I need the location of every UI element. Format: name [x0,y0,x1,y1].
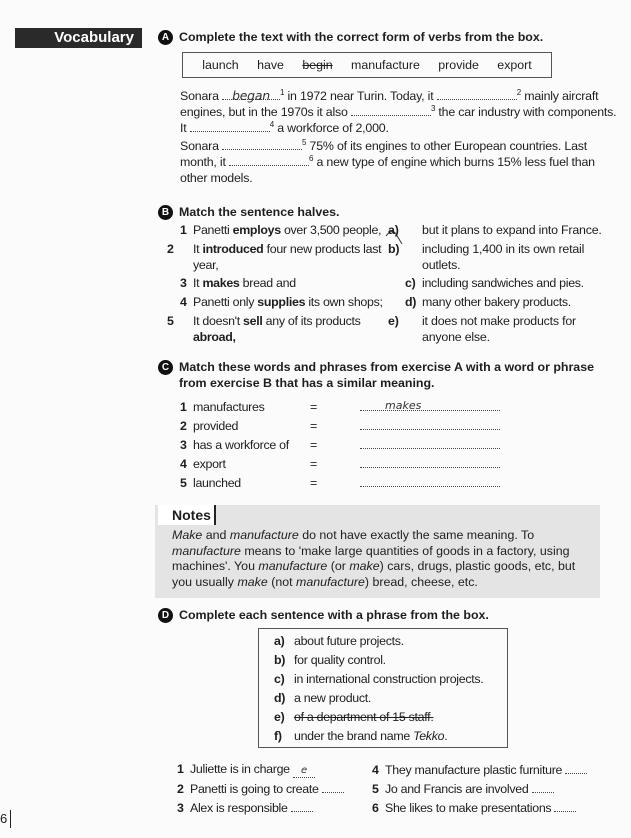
text: 3 [180,438,187,452]
answer-gap[interactable] [360,457,500,468]
text: She likes to make presentations [385,801,555,815]
text: ) cars, drugs, plastic goods, etc, but you usually [172,559,576,589]
text: and [202,528,230,542]
text: e) [274,710,285,724]
text: abroad, [193,329,236,344]
text: supplies [257,295,306,309]
text: It [193,242,203,256]
text: c) [405,276,416,290]
text: about future projects. [294,634,404,648]
text: for quality control. [294,653,386,667]
text: It doesn't [193,314,244,328]
text: do not have exactly the same meaning. To [298,528,535,542]
phrase-item [274,710,433,726]
answer-gap[interactable] [360,419,500,430]
text: manufacture [296,574,365,589]
text: 2 [180,419,187,433]
text: a new product. [294,691,372,705]
text: 4 [180,457,187,471]
exercise-b-heading [158,205,339,220]
section-label: Vocabulary [15,28,142,48]
verb: export [497,58,532,72]
sentence-item [372,781,554,798]
sentence-item [372,762,587,779]
match-item [180,457,226,473]
text: Alex is responsible [190,801,291,815]
text: many other bakery products. [422,295,571,309]
text: export [193,457,226,471]
text: 4 [180,295,187,309]
answer-gap[interactable] [190,120,270,132]
instruction: Match the sentence halves. [179,205,340,219]
text: It [193,276,203,290]
text: Make [172,528,203,542]
text: employs [232,223,281,237]
notes-text [172,528,597,590]
right-half [388,242,617,273]
answer-gap[interactable] [291,800,313,812]
text: make [237,574,268,589]
text: provided [193,419,239,433]
text: manufacture [229,528,299,542]
verb: launch [202,58,239,72]
text: its own shops; [305,295,383,309]
page-number: 6 [0,810,11,828]
answer-gap[interactable] [322,781,344,793]
sentence-item [177,781,344,798]
text: (or [327,559,350,573]
text: manufacture [172,543,241,558]
answer-gap[interactable]: began [222,88,280,100]
equals-sign: = [310,457,318,471]
text: 2 [167,242,174,256]
text: Panetti [193,223,233,237]
answer-gap[interactable] [532,781,554,793]
match-item [180,438,289,454]
text: but it plans to expand into France. [422,223,602,237]
exercise-badge: C [158,360,173,375]
exercise-d-heading [158,608,489,623]
verb-crossed: begin [302,58,333,72]
text: (not [267,574,296,589]
right-half [388,223,631,239]
phrase-item [274,653,386,669]
answer-gap[interactable] [565,762,587,774]
text: including 1,400 in its own retail outlets. [422,242,585,272]
text: e) [388,314,399,328]
gap-fill-text: Sonara began $^1$ in 1972 near Turin. Today, it $^2$ mainly aircraft engines, but in the 1970s it also $^3$ the car industry with components. It $^4$ a workforce of 2,000. Sonara $^5$ 75% of its engines to other European countries. Last month, it $^6$ a new type of engine which burns 15% less fuel than other models. [180,87,617,185]
answer-gap[interactable] [351,104,431,116]
text: They manufacture plastic furniture [385,763,566,777]
text: in international construction projects. [294,672,484,686]
text: manufacture [258,559,328,573]
text: 5 [372,782,379,796]
text: a new type of engine which burns 15% less fuel than other models. [180,155,595,185]
answer-gap[interactable] [229,154,309,166]
text: d) [274,691,286,705]
match-item [180,419,238,435]
instruction: Match these words and phrases from exercise A with a word or phrase from exercise B that has a similar meaning. [179,360,594,391]
exercise-a-heading [158,30,543,45]
text: of a department of 15 staff. [294,710,434,724]
left-half [180,223,381,239]
text: b) [274,653,286,667]
exercise-badge: B [158,205,173,220]
text: 1 [180,400,187,414]
match-item [180,400,264,416]
text: Tekko [413,729,445,743]
text: Juliette is in charge [190,762,293,776]
text: any of its products [262,314,361,328]
text: make [349,559,380,573]
right-half [388,314,607,345]
verb-box [182,52,552,78]
left-half [180,295,383,311]
sentence-item [177,800,313,817]
text: Panetti only [193,295,258,309]
text: 5 [167,314,174,328]
answer-gap[interactable] [554,800,576,812]
equals-sign: = [310,476,318,490]
instruction: Complete each sentence with a phrase from the box. [179,608,489,622]
text: Jo and Francis are involved [385,782,532,796]
text: 2 [177,782,184,796]
equals-sign: = [310,419,318,433]
text: 75% of its engines to other European countries. Last month, it [180,139,588,169]
text: bread and [239,276,296,290]
exercise-c-heading [158,359,603,391]
text: has a workforce of [193,438,289,452]
text: 1 [177,762,184,776]
text: introduced [202,242,264,256]
text: . [444,729,448,743]
exercise-badge: A [158,30,173,45]
text: mainly aircraft engines, but in the 1970s it also [180,89,599,119]
instruction: Complete the text with the correct form of verbs from the box. [179,30,544,44]
text: b) [388,242,400,256]
text: 3 [180,276,187,290]
text: 3 [177,801,184,815]
text: including sandwiches and pies. [422,276,584,290]
left-half [167,242,383,273]
phrase-item [274,634,404,650]
text: Sonara [180,89,222,103]
verb: provide [438,58,479,72]
text: 6 [372,801,379,815]
answer-gap[interactable] [360,438,500,449]
phrase-item [274,729,447,745]
left-half [167,314,393,345]
text: makes [202,276,240,290]
answer-gap[interactable] [360,476,500,487]
text: Sonara [180,139,222,153]
phrase-item [274,672,483,688]
right-half [405,295,571,311]
text: means to 'make large quantities of goods in a factory, using machines'. You [172,543,570,573]
text: d) [405,295,417,309]
text: over 3,500 people, [280,223,382,237]
answer-gap[interactable]: e [293,766,315,778]
text: manufactures [193,400,265,414]
equals-sign: = [310,438,318,452]
text: 4 [372,763,379,777]
text: ) bread, cheese, etc. [364,574,478,589]
sentence-item [177,762,315,778]
left-half [180,276,296,292]
phrase-item [274,691,371,707]
text: c) [274,672,285,686]
answer-gap[interactable] [437,88,517,100]
answer-gap[interactable] [222,138,302,150]
text: under the brand name [294,729,414,743]
text: 1 [180,223,187,237]
text: 5 [180,476,187,490]
text: it does not make products for anyone else. [422,314,576,344]
answer-gap[interactable]: makes [360,400,500,411]
notes-title: Notes [158,505,216,525]
text: the car industry with components. It [180,105,617,135]
text: launched [193,476,241,490]
exercise-badge: D [158,608,173,623]
sentence-item [372,800,576,817]
text: Panetti is going to create [190,782,322,796]
text: sell [243,314,263,328]
text: in 1972 near Turin. Today, it [284,89,437,103]
text: a workforce of 2,000. [273,121,389,135]
verb: have [257,58,284,72]
match-item [180,476,241,492]
equals-sign: = [310,400,318,414]
verb: manufacture [351,58,420,72]
text: a) [388,223,399,237]
right-half [405,276,584,292]
text: a) [274,634,285,648]
text: f) [274,729,282,743]
text: four new products last year, [193,242,382,272]
